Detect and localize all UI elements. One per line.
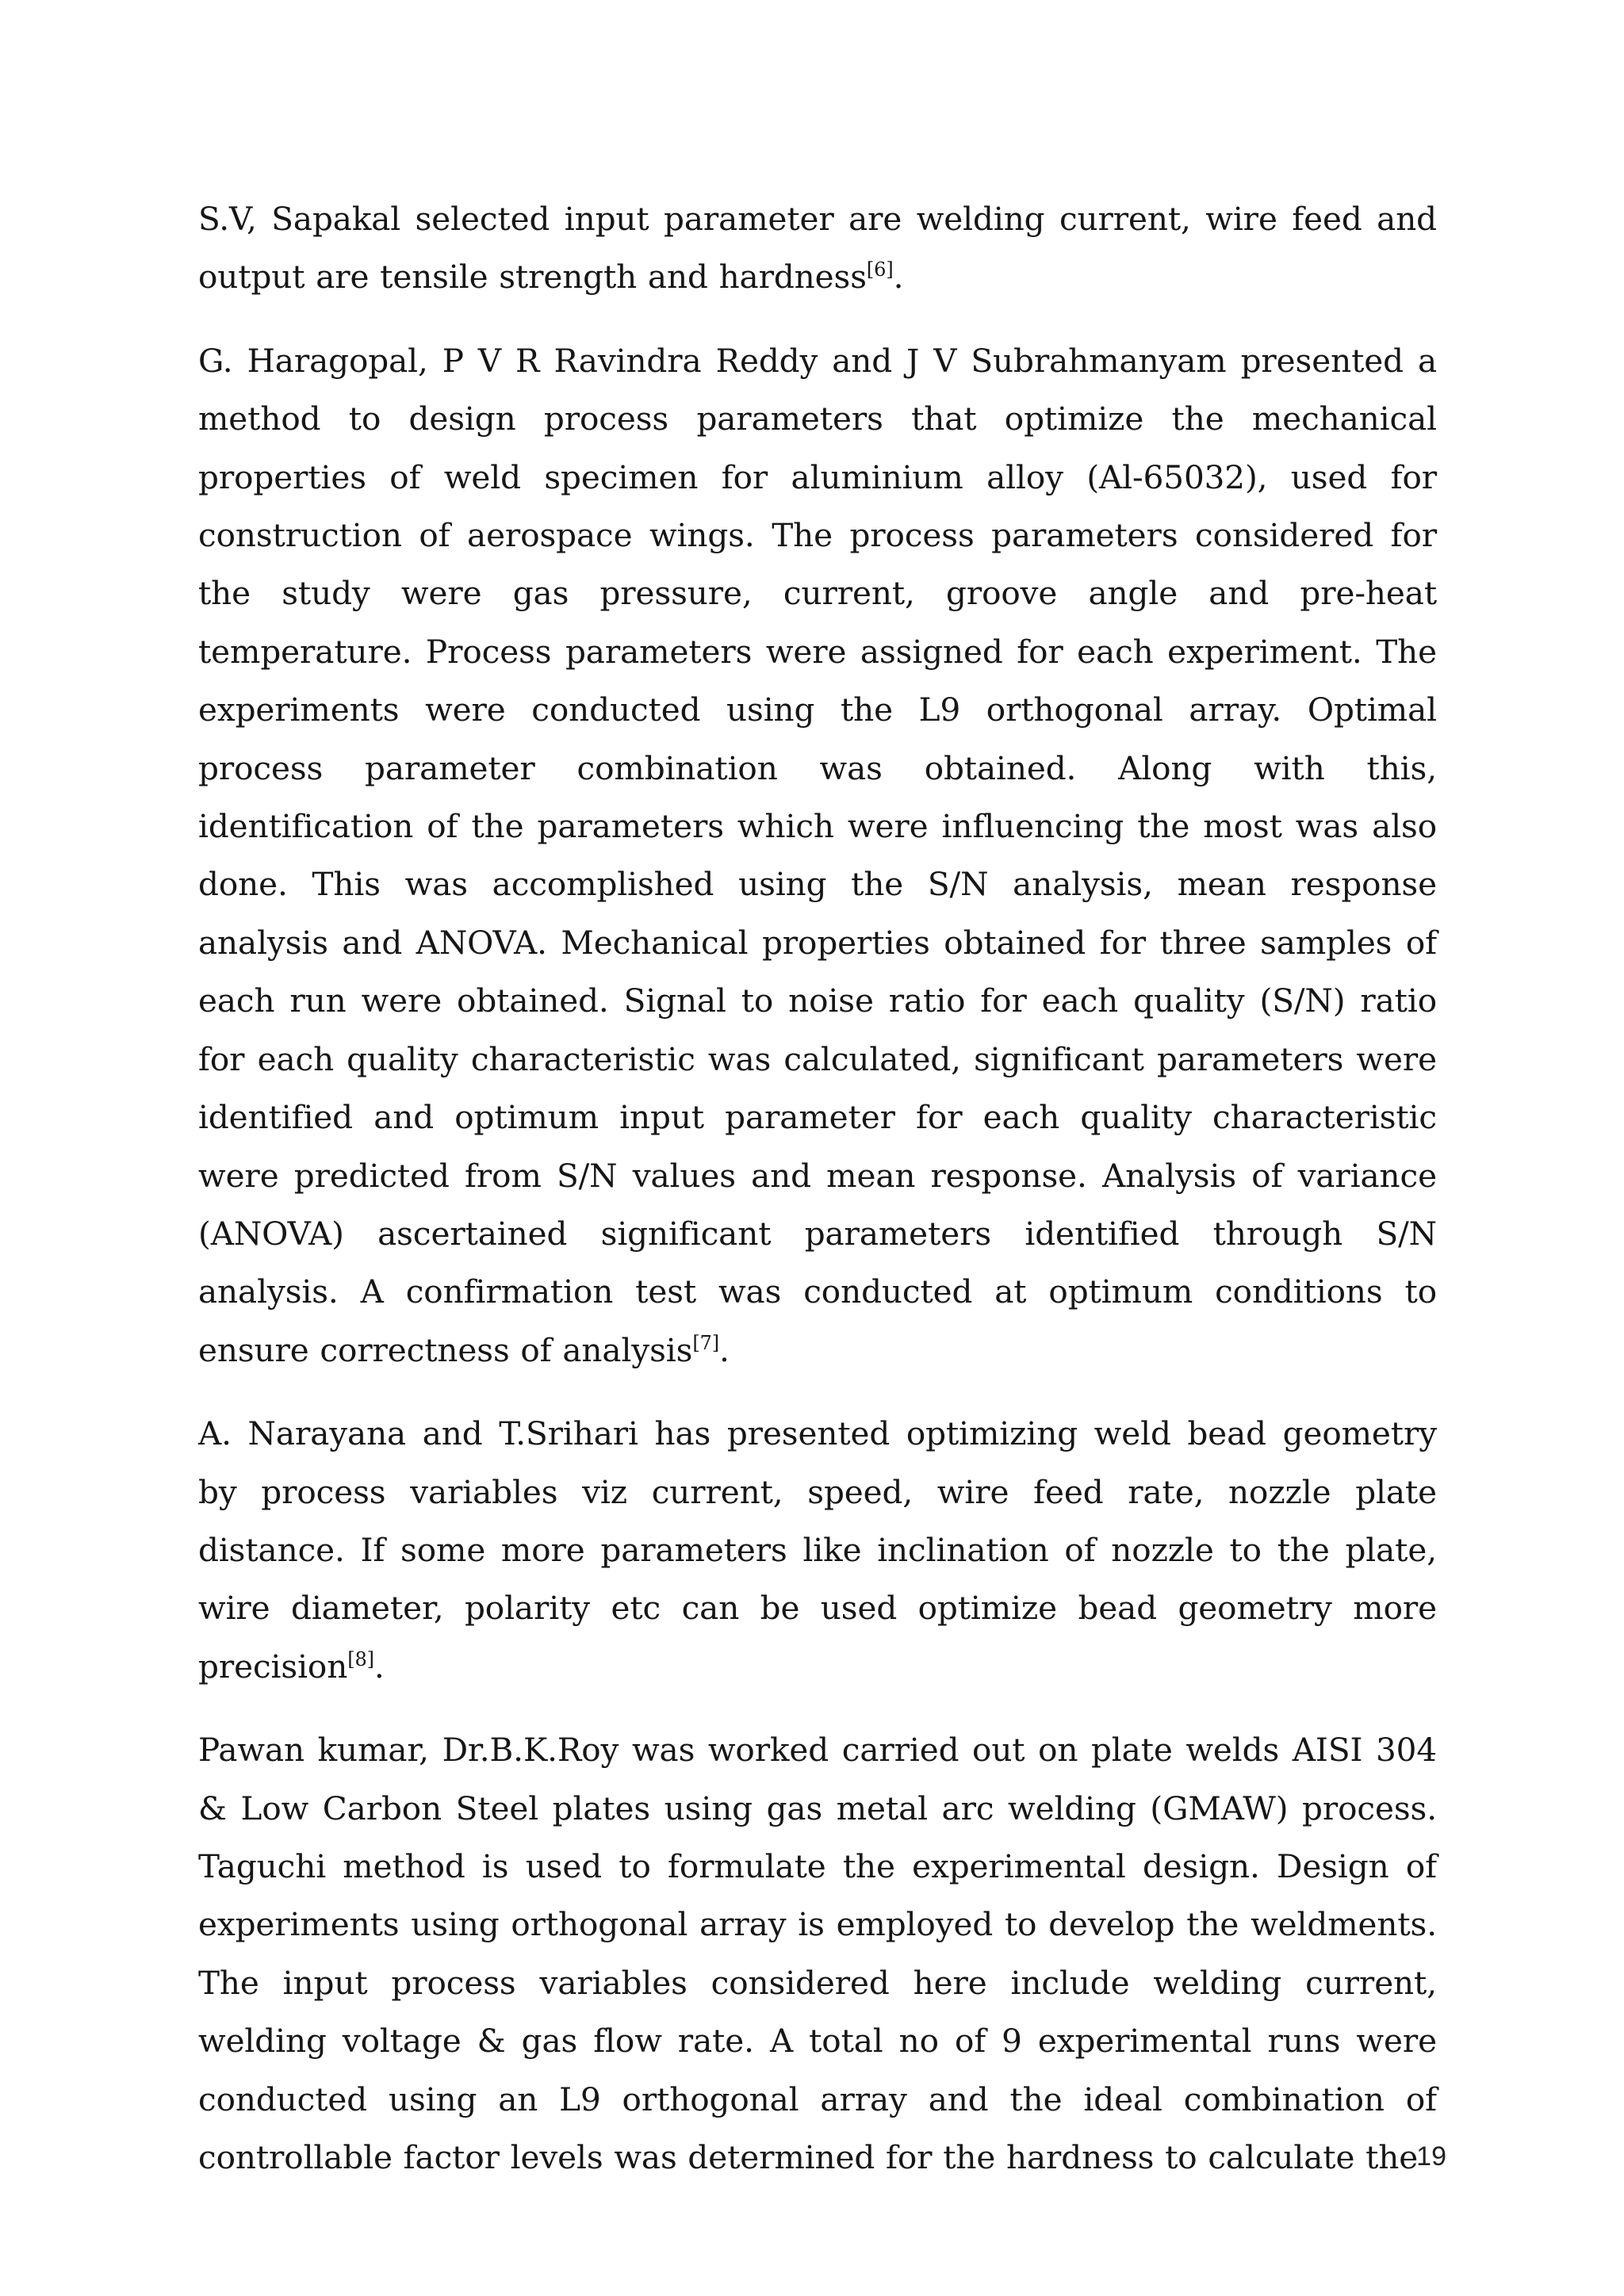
paragraph-text: G. Haragopal, P V R Ravindra Reddy and J V Subrahmanyam presented a method to design process parameters that optimize the mechanical properties of weld specimen for aluminium alloy (Al-65032), used for construction of aerospace wings. The process parameters considered for the study were gas pressure, current, groove angle and pre-heat temperature. Process parameters were assigned for each experiment. The experiments were conducted using the L9 orthogonal array. Optimal process parameter combination was obtained. Along with this, identification of the parameters which were influencing the most was also done. This was accomplished using the S/N analysis, mean response analysis and ANOVA. Mechanical properties obtained for three samples of each run were obtained. Signal to noise ratio for each quality (S/N) ratio for each quality characteristic was calculated, significant parameters were identified and optimum input parameter for each quality characteristic were predicted from S/N values and mean response. Analysis of variance (ANOVA) ascertained significant parameters identified through S/N analysis. A confirmation test was conducted at optimum conditions to ensure correctness of analysis xyxy=(198,341,1437,1369)
paragraph-sapakal xyxy=(198,190,1437,307)
paragraph-text: S.V, Sapakal selected input parameter are welding current, wire feed and output are tensile strength and hardness xyxy=(198,200,1437,297)
page-number: 19 xyxy=(1416,2141,1446,2172)
citation-marker: [6] xyxy=(866,258,894,281)
paragraph-tail: . xyxy=(719,1330,730,1369)
paragraph-tail: . xyxy=(893,258,904,297)
paragraph-text: Pawan kumar, Dr.B.K.Roy was worked carried out on plate welds AISI 304 & Low Carbon Steel plates using gas metal arc welding (GMAW) process. Taguchi method is used to formulate the experimental design. Design of experiments using orthogonal array is employed to develop the weldments. The input process variables considered here include welding current, welding voltage & gas flow rate. A total no of 9 experimental runs were conducted using an L9 orthogonal array and the ideal combination of controllable factor levels was determined for the hardness to calculate the xyxy=(198,1731,1437,2176)
paragraph-haragopal xyxy=(198,332,1437,1380)
document-page xyxy=(198,190,1437,2212)
paragraph-text: A. Narayana and T.Srihari has presented optimizing weld bead geometry by process variables viz current, speed, wire feed rate, nozzle plate distance. If some more parameters like inclination of nozzle to the plate, wire diameter, polarity etc can be used optimize bead geometry more precision xyxy=(198,1414,1437,1686)
citation-marker: [7] xyxy=(692,1331,720,1354)
citation-marker: [8] xyxy=(347,1647,374,1670)
paragraph-tail: . xyxy=(373,1647,385,1686)
paragraph-narayana xyxy=(198,1405,1437,1696)
paragraph-pawan-kumar xyxy=(198,1721,1437,2187)
